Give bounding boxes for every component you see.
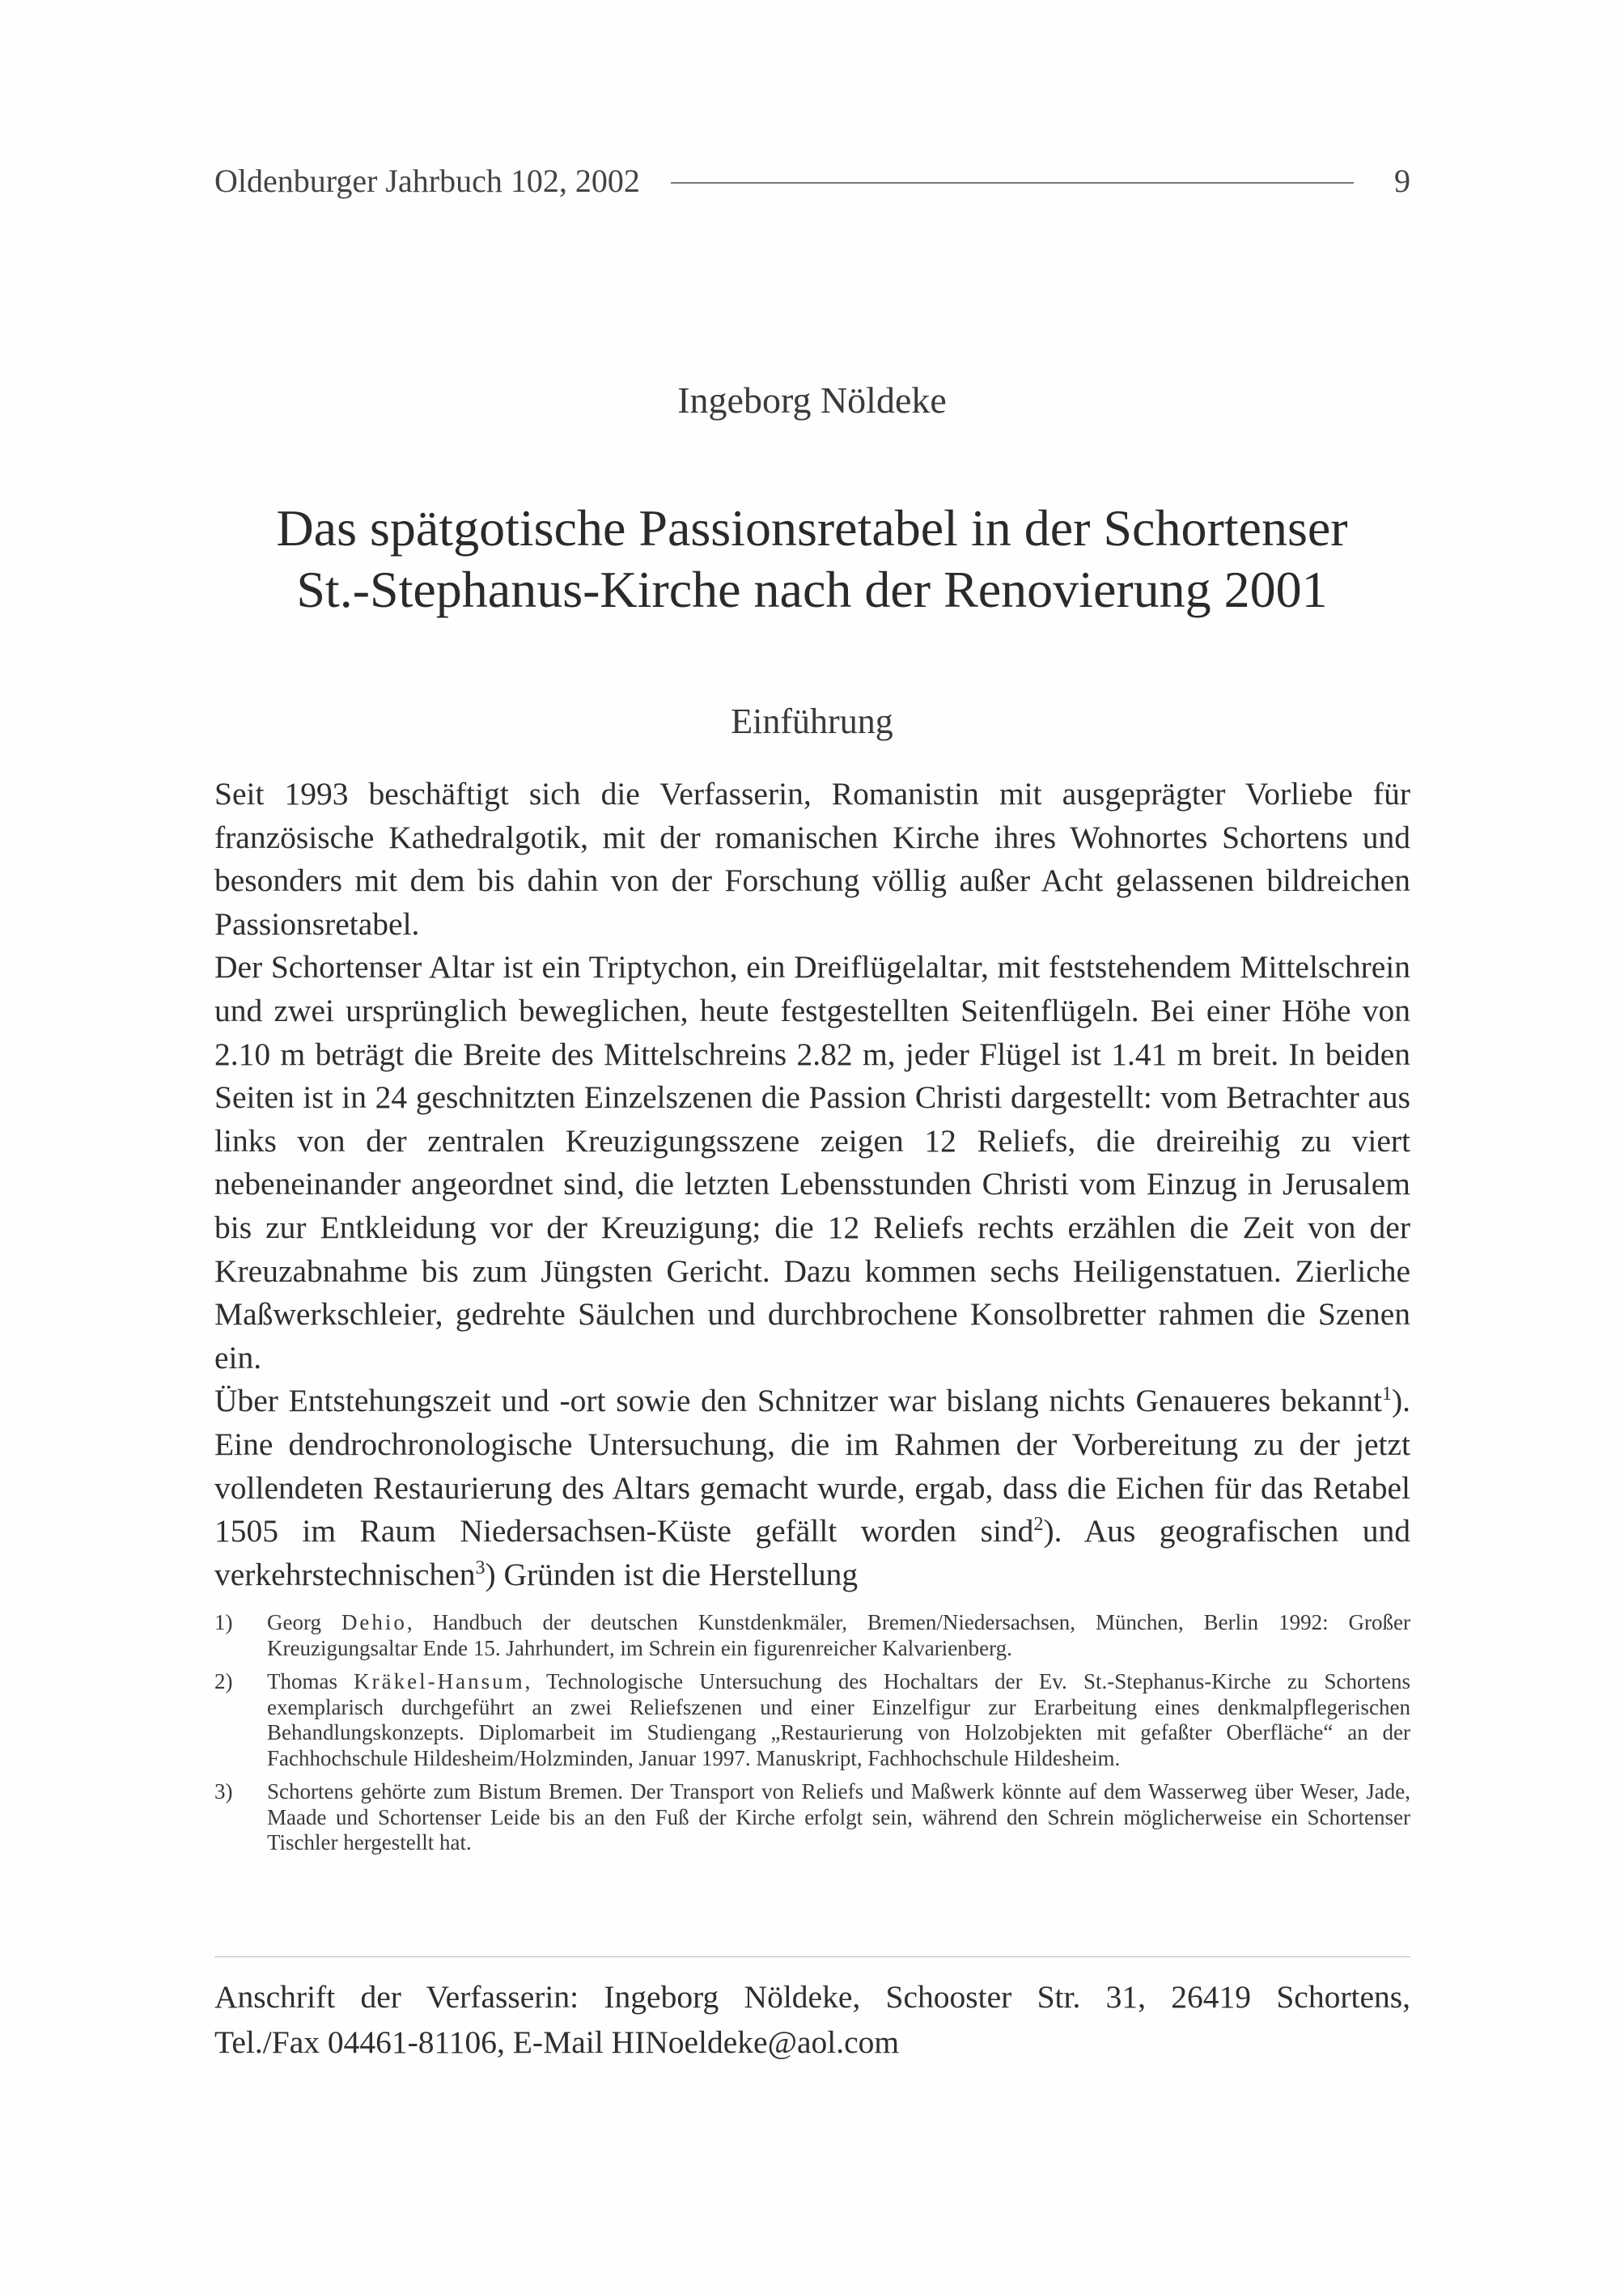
body-text: [214, 773, 1410, 1596]
footnotes: [214, 1610, 1410, 1864]
page-number: 9: [1394, 163, 1410, 199]
header-rule: [671, 182, 1354, 184]
footnote-number: 3): [214, 1779, 233, 1803]
running-header: [214, 162, 1410, 200]
paragraph-3-part-c: ). Aus geografischen und verkehrstechnischen: [214, 1513, 1410, 1592]
footnote-text-pre: Thomas: [267, 1669, 354, 1693]
article-title: [0, 498, 1624, 621]
paragraph-2: Der Schortenser Altar ist ein Triptychon, ein Dreiflügelaltar, mit feststehendem Mittelschrein und zwei ursprünglich beweglichen, heute festgestellten Seitenflügeln. Bei einer Höhe von 2.10 m beträgt die Breite des Mittelschreins 2.82 m, jeder Flügel ist 1.41 m breit. In beiden Seiten ist in 24 geschnitzten Einzelszenen die Passion Christi dargestellt: vom Betrachter aus links von der zentralen Kreuzigungsszene zeigen 12 Reliefs, die dreireihig zu viert nebeneinander angeordnet sind, die letzten Lebensstunden Christi vom Einzug in Jerusalem bis zur Entkleidung vor der Kreuzigung; die 12 Reliefs rechts erzählen die Zeit von der Kreuzabnahme bis zum Jüngsten Gericht. Dazu kommen sechs Heiligenstatuen. Zierliche Maßwerkschleier, gedrehte Säulchen und durchbrochene Konsolbretter rahmen die Szenen ein.: [214, 949, 1410, 1375]
paragraph-3-part-a: Über Entstehungszeit und -ort sowie den Schnitzer war bislang nichts Genaueres bekannt: [214, 1383, 1382, 1419]
footnote-text: [267, 1610, 1410, 1661]
section-heading: Einführung: [731, 701, 893, 741]
footnote-text-pre: Georg: [267, 1610, 341, 1634]
footnote-ref-1[interactable]: 1: [1381, 1384, 1392, 1405]
footnote-text-post: Schortens gehörte zum Bistum Bremen. Der Transport von Reliefs und Maßwerk könnte auf dem Wasserweg über Weser, Jade, Maade und Schortenser Leide bis an den Fuß der Kirche erfolgt sein, während den Schrein möglicherweise ein Schortenser Tischler hergestellt hat.: [267, 1779, 1410, 1854]
paragraph-3-part-b: ). Eine dendrochronologische Untersuchung, die im Rahmen der Vorbereitung zu der jetzt vollendeten Restaurierung des Altars gemacht wurde, ergab, dass die Eichen für das Retabel 1505 im Raum Niedersachsen-Küste gefällt worden sind: [214, 1383, 1410, 1549]
footnote-2: [214, 1669, 1410, 1771]
address-line-2: Tel./Fax 04461-81106, E-Mail HINoeldeke@aol.com: [214, 2024, 900, 2060]
paragraph-1: Seit 1993 beschäftigt sich die Verfasserin, Romanistin mit ausgeprägter Vorliebe für französische Kathedralgotik, mit der romanischen Kirche ihres Wohnortes Schortens und besonders mit dem bis dahin von der Forschung völlig außer Acht gelassenen bildreichen Passionsretabel.: [214, 776, 1410, 942]
footnote-3: [214, 1779, 1410, 1856]
footnote-1: [214, 1610, 1410, 1661]
footnote-ref-2[interactable]: 2: [1033, 1513, 1044, 1535]
footnote-ref-3[interactable]: 3: [475, 1557, 486, 1579]
footnote-author-name: Dehio: [341, 1610, 407, 1634]
address-line-1: Anschrift der Verfasserin: Ingeborg Nöldeke, Schooster Str. 31, 26419 Schortens,: [214, 1979, 1410, 2015]
footnote-number: 1): [214, 1610, 233, 1634]
paragraph-3: [214, 1380, 1410, 1596]
footnote-text: [267, 1779, 1410, 1856]
paragraph-3-part-d: ) Gründen ist die Herstellung: [485, 1556, 859, 1592]
footnote-author-name: Kräkel-Hansum: [354, 1669, 525, 1693]
address-divider: [214, 1956, 1410, 1957]
journal-citation: Oldenburger Jahrbuch 102, 2002: [214, 163, 640, 199]
article-title-line-1: Das spätgotische Passionsretabel in der Schortenser: [276, 499, 1348, 557]
article-title-line-2: St.-Stephanus-Kirche nach der Renovierung 2001: [296, 561, 1328, 618]
footnote-text-post: , Handbuch der deutschen Kunstdenkmäler, Bremen/Niedersachsen, München, Berlin 1992: Großer Kreuzigungsaltar Ende 15. Jahrhundert, im Schrein ein figurenreicher Kalvarienberg.: [267, 1610, 1410, 1660]
author-address: [214, 1974, 1410, 2065]
footnote-text-post: , Technologische Untersuchung des Hochaltars der Ev. St.-Stephanus-Kirche zu Schortens exemplarisch durchgeführt an zwei Reliefszenen und einer Einzelfigur zur Erarbeitung eines denkmalpflegerischen Behandlungskonzepts. Diplomarbeit im Studiengang „Restaurierung von Holzobjekten mit gefaßter Oberfläche“ an der Fachhochschule Hildesheim/Holzminden, Januar 1997. Manuskript, Fachhochschule Hildesheim.: [267, 1669, 1410, 1770]
footnote-number: 2): [214, 1669, 233, 1693]
footnote-text: [267, 1669, 1410, 1771]
article-author: Ingeborg Nöldeke: [677, 379, 947, 421]
